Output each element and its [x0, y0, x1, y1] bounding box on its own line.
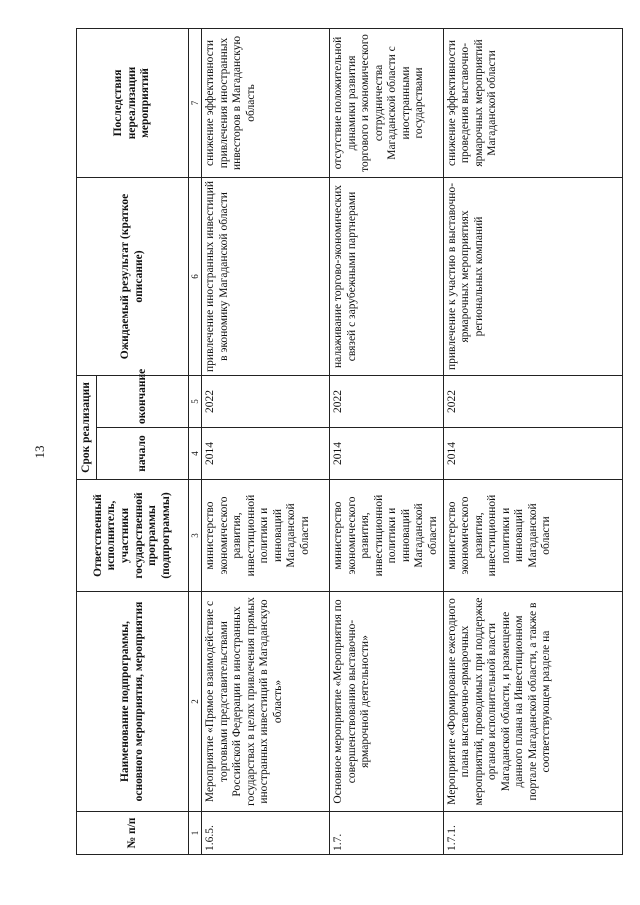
column-number-row: [189, 28, 202, 854]
header-consequence: Последствия нереализации мероприятий: [77, 28, 189, 177]
header-result: Ожидаемый результат (краткое описание): [77, 177, 189, 375]
table-frame: [76, 29, 623, 855]
measures-table: [76, 28, 623, 855]
column-number: 1: [189, 812, 202, 855]
row-consequence: снижение эффективности проведения выставочно-ярмарочных мероприятий Магаданской области: [443, 28, 623, 177]
row-executor: министерство экономического развития, инвестиционной политики и инноваций Магаданской области: [202, 480, 330, 592]
row-consequence: отсутствие положительной динамики развития торгового и экономического сотрудничества Магаданской области с иностранными государствами: [330, 28, 444, 177]
column-number: 6: [189, 177, 202, 375]
header-end: окончание: [97, 375, 189, 427]
row-number: 1.7.1.: [443, 812, 623, 855]
row-start: 2014: [443, 428, 623, 480]
header-executor: Ответственный исполнитель, участники государственной программы (подпрограммы): [77, 480, 189, 592]
header-num: № п/п: [77, 812, 189, 855]
row-result: привлечение к участию в выставочно-ярмарочных мероприятиях региональных компаний: [443, 177, 623, 375]
header-row: [77, 28, 97, 854]
row-name: Мероприятие «Прямое взаимодействие с торговыми представительствами Российской Федерации в иностранных государствах в целях привлечения прямых иностранных инвестиций в Магаданскую область»: [202, 592, 330, 812]
row-result: привлечение иностранных инвестиций в экономику Магаданской области: [202, 177, 330, 375]
row-start: 2014: [202, 428, 330, 480]
row-name: Мероприятие «Формирование ежегодного плана выставочно-ярмарочных мероприятий, проводимых при поддержке органов исполнительной власти Магаданской области, и размещение данного плана на Инвестиционном портале Магаданской области, а также в соответствующем разделе на: [443, 592, 623, 812]
row-number: 1.6.5.: [202, 812, 330, 855]
row-consequence: снижение эффективности привлечения иностранных инвесторов в Магаданскую область: [202, 28, 330, 177]
table-landscape: [76, 29, 623, 855]
header-period: Срок реализации: [77, 375, 97, 479]
row-start: 2014: [330, 428, 444, 480]
row-result: налаживание торгово-экономических связей с зарубежными партнерами: [330, 177, 444, 375]
header-name: Наименование подпрограммы, основного мероприятия, мероприятия: [77, 592, 189, 812]
page-number: 13: [32, 445, 47, 459]
row-name: Основное мероприятие «Мероприятия по совершенствованию выставочно-ярмарочной деятельности»: [330, 592, 444, 812]
column-number: 2: [189, 592, 202, 812]
row-number: 1.7.: [330, 812, 444, 855]
row-executor: министерство экономического развития, инвестиционной политики и инноваций Магаданской области: [443, 480, 623, 592]
column-number: 3: [189, 480, 202, 592]
column-number: 4: [189, 428, 202, 480]
table-row: [330, 28, 444, 854]
row-executor: министерство экономического развития, инвестиционной политики и инноваций Магаданской области: [330, 480, 444, 592]
column-number: 5: [189, 375, 202, 427]
row-end: 2022: [330, 375, 444, 427]
row-end: 2022: [443, 375, 623, 427]
column-number: 7: [189, 28, 202, 177]
table-row: [202, 28, 330, 854]
row-end: 2022: [202, 375, 330, 427]
header-start: начало: [97, 428, 189, 480]
table-row: [443, 28, 623, 854]
